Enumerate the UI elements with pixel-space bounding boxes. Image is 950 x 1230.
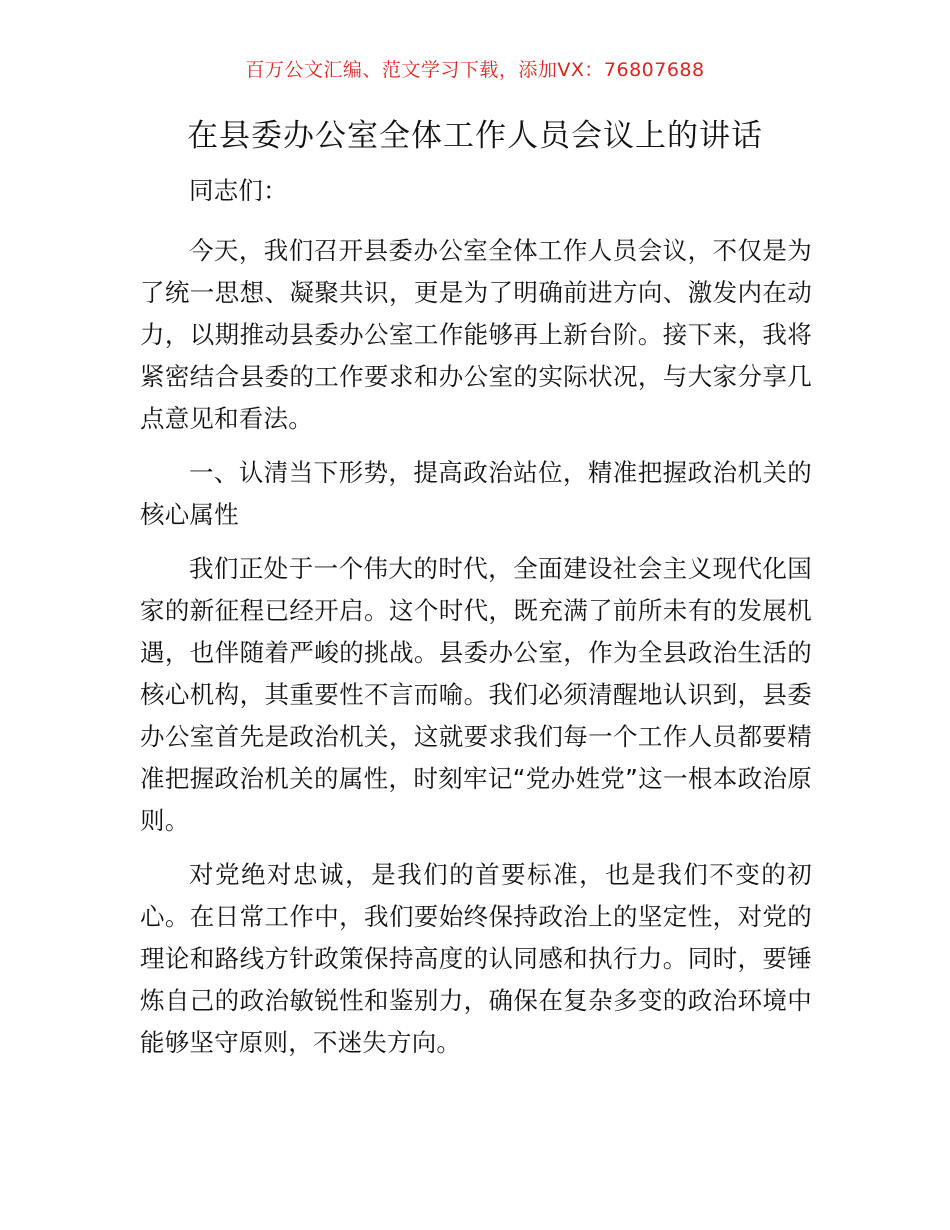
paragraph-intro: 今天，我们召开县委办公室全体工作人员会议，不仅是为了统一思想、凝聚共识，更是为了明确前进方向、激发内在动力，以期推动县委办公室工作能够再上新台阶。接下来，我将紧密结合县委的工作要求和办公室的实际状况，与大家分享几点意见和看法。 [140, 236, 812, 433]
greeting: 同志们： [189, 176, 288, 205]
paragraph-loyalty: 对党绝对忠诚，是我们的首要标准，也是我们不变的初心。在日常工作中，我们要始终保持政治上的坚定性，对党的理论和路线方针政策保持高度的认同感和执行力。同时，要锤炼自己的政治敏锐性和鉴别力，确保在复杂多变的政治环境中能够坚守原则，不迷失方向。 [140, 860, 812, 1057]
section-heading-1: 一、认清当下形势，提高政治站位，精准把握政治机关的核心属性 [140, 458, 812, 529]
header-note: 百万公文汇编、范文学习下载，添加VX：76807688 [245, 59, 705, 81]
document-body [140, 170, 812, 1076]
paragraph-era: 我们正处于一个伟大的时代，全面建设社会主义现代化国家的新征程已经开启。这个时代，既充满了前所未有的发展机遇，也伴随着严峻的挑战。县委办公室，作为全县政治生活的核心机构，其重要性不言而喻。我们必须清醒地认识到，县委办公室首先是政治机关，这就要求我们每一个工作人员都要精准把握政治机关的属性，时刻牢记“党办姓党”这一根本政治原则。 [140, 554, 812, 835]
page-title: 在县委办公室全体工作人员会议上的讲话 [187, 118, 763, 154]
